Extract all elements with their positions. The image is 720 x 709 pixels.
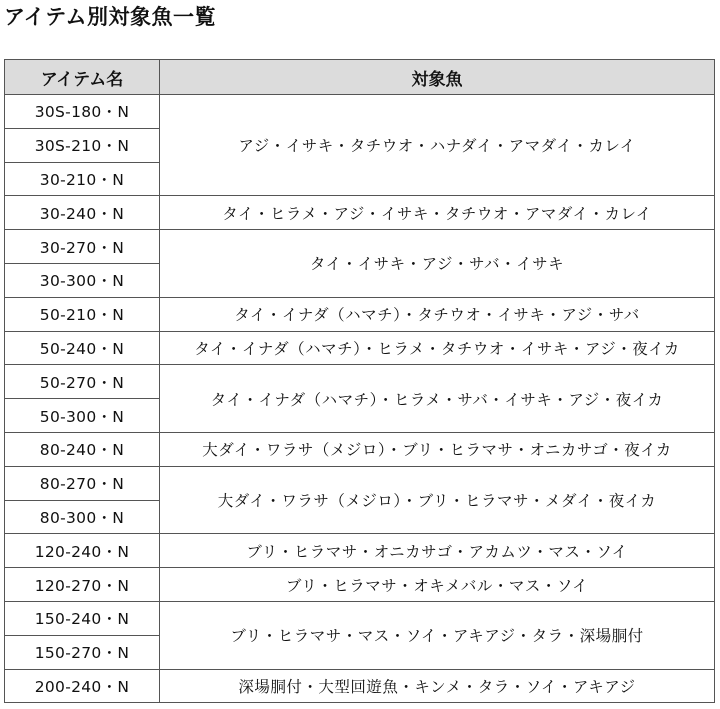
table-row — [5, 669, 715, 703]
table-row — [5, 331, 715, 365]
item-name-cell: 30-300・N — [5, 263, 160, 297]
target-fish-cell: ブリ・ヒラマサ・マス・ソイ・アキアジ・タラ・深場胴付 — [160, 601, 715, 669]
item-name-cell: 30-210・N — [5, 162, 160, 196]
table-row — [5, 230, 715, 264]
table-row — [5, 466, 715, 500]
table-row — [5, 534, 715, 568]
header-target-fish: 対象魚 — [160, 60, 715, 95]
page-title: アイテム別対象魚一覧 — [4, 5, 217, 29]
item-name-cell: 150-270・N — [5, 635, 160, 669]
target-fish-cell: ブリ・ヒラマサ・オキメバル・マス・ソイ — [160, 568, 715, 602]
table-row — [5, 196, 715, 230]
item-name-cell: 30S-210・N — [5, 128, 160, 162]
item-name-cell: 120-270・N — [5, 568, 160, 602]
target-fish-cell: タイ・イサキ・アジ・サバ・イサキ — [160, 230, 715, 298]
target-fish-cell: タイ・イナダ（ハマチ）・ヒラメ・タチウオ・イサキ・アジ・夜イカ — [160, 331, 715, 365]
target-fish-cell: 大ダイ・ワラサ（メジロ）・ブリ・ヒラマサ・オニカサゴ・夜イカ — [160, 432, 715, 466]
item-name-cell: 50-210・N — [5, 297, 160, 331]
table-row — [5, 601, 715, 635]
table-row — [5, 568, 715, 602]
table-header-row — [5, 60, 715, 95]
header-item-name: アイテム名 — [5, 60, 160, 95]
target-fish-table — [4, 59, 715, 703]
table-row — [5, 95, 715, 129]
table-row — [5, 365, 715, 399]
item-name-cell: 200-240・N — [5, 669, 160, 703]
item-name-cell: 80-300・N — [5, 500, 160, 534]
item-name-cell: 80-240・N — [5, 432, 160, 466]
table-row — [5, 432, 715, 466]
target-fish-cell: タイ・イナダ（ハマチ）・ヒラメ・サバ・イサキ・アジ・夜イカ — [160, 365, 715, 433]
target-fish-cell: タイ・ヒラメ・アジ・イサキ・タチウオ・アマダイ・カレイ — [160, 196, 715, 230]
target-fish-cell: 大ダイ・ワラサ（メジロ）・ブリ・ヒラマサ・メダイ・夜イカ — [160, 466, 715, 534]
item-name-cell: 80-270・N — [5, 466, 160, 500]
table-row — [5, 297, 715, 331]
item-name-cell: 50-240・N — [5, 331, 160, 365]
item-name-cell: 50-270・N — [5, 365, 160, 399]
item-name-cell: 50-300・N — [5, 399, 160, 433]
item-name-cell: 30-270・N — [5, 230, 160, 264]
target-fish-cell: ブリ・ヒラマサ・オニカサゴ・アカムツ・マス・ソイ — [160, 534, 715, 568]
target-fish-cell: 深場胴付・大型回遊魚・キンメ・タラ・ソイ・アキアジ — [160, 669, 715, 703]
item-name-cell: 150-240・N — [5, 601, 160, 635]
target-fish-cell: タイ・イナダ（ハマチ）・タチウオ・イサキ・アジ・サバ — [160, 297, 715, 331]
target-fish-cell: アジ・イサキ・タチウオ・ハナダイ・アマダイ・カレイ — [160, 95, 715, 196]
item-name-cell: 30-240・N — [5, 196, 160, 230]
item-name-cell: 30S-180・N — [5, 95, 160, 129]
item-name-cell: 120-240・N — [5, 534, 160, 568]
